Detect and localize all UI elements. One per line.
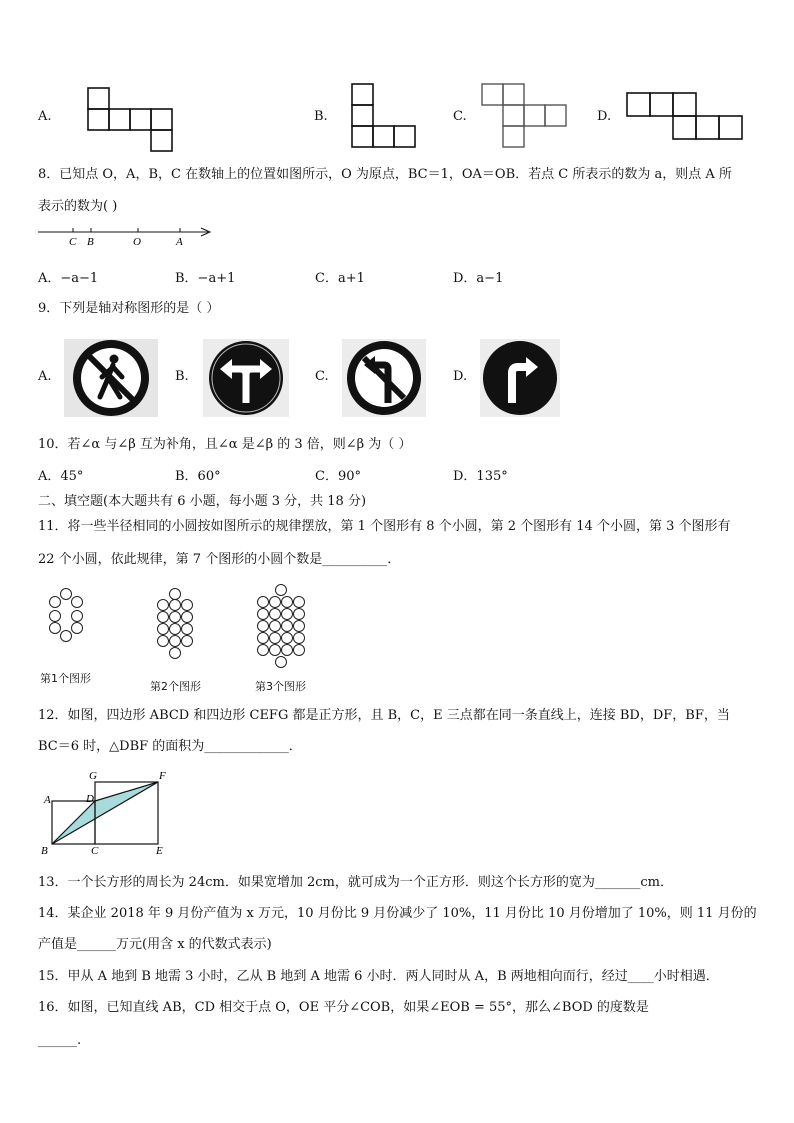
section2-heading: 二、填空题(本大题共有 6 小题，每小题 3 分，共 18 分)	[38, 494, 367, 509]
q8-stem-line2: 表示的数为( )	[38, 199, 118, 214]
label-b: B	[41, 845, 48, 857]
q16-stem-line1: 16．如图，已知直线 AB，CD 相交于点 O，OE 平分∠COB，如果∠EOB = 55°，那么∠BOD 的度数是	[38, 1000, 649, 1015]
q11-figure-1	[46, 588, 86, 648]
q11-caption-3: 第3个图形	[255, 680, 306, 693]
q11-caption-2: 第2个图形	[150, 680, 201, 693]
q12-squares-figure	[38, 768, 172, 858]
no-pedestrian-sign-icon	[64, 339, 158, 417]
q8-number-line	[38, 222, 214, 252]
q12-stem-line1: 12．如图，四边形 ABCD 和四边形 CEFG 都是正方形，且 B，C，E 三点都在同一条直线上，连接 BD，DF，BF，当	[38, 708, 730, 723]
no-left-turn-sign-icon	[342, 339, 426, 417]
q9-option-d-label: D.	[453, 369, 468, 384]
q8-choice-b: B．−a+1	[175, 271, 236, 286]
axis-label-b: B	[87, 236, 94, 248]
label-a: A	[44, 794, 51, 806]
q7-option-a-label: A.	[38, 109, 52, 124]
q10-choice-d: D．135°	[453, 469, 508, 484]
q11-caption-1: 第1个图形	[40, 672, 91, 685]
q10-choice-a: A．45°	[38, 469, 84, 484]
q14-stem-line1: 14．某企业 2018 年 9 月份产值为 x 万元，10 月份比 9 月份减少了 10%，11 月份比 10 月份增加了 10%，则 11 月份的	[38, 906, 757, 921]
q7-net-a	[88, 88, 172, 152]
q7-net-b	[352, 84, 416, 148]
q8-choice-a: A．−a−1	[38, 271, 99, 286]
q9-option-b-label: B.	[175, 369, 189, 384]
axis-label-o: O	[133, 236, 141, 248]
q8-choice-c: C．a+1	[315, 271, 365, 286]
label-f: F	[159, 770, 166, 782]
q7-net-c	[482, 84, 566, 148]
q11-figure-2	[152, 588, 198, 662]
q14-stem-line2: 产值是______万元(用含 x 的代数式表示)	[38, 937, 272, 952]
q8-stem-line1: 8．已知点 O，A，B，C 在数轴上的位置如图所示，O 为原点，BC＝1，OA＝OB．若点 C 所表示的数为 a，则点 A 所	[38, 167, 732, 182]
q13-stem: 13．一个长方形的周长为 24cm．如果宽增加 2cm，就可成为一个正方形．则这个长方形的宽为_______cm．	[38, 875, 673, 890]
turn-left-right-sign-icon	[203, 339, 289, 417]
q9-option-a-label: A.	[38, 369, 52, 384]
q12-stem-line2: BC＝6 时，△DBF 的面积为_____________．	[38, 739, 302, 754]
q8-choice-d: D．a−1	[453, 271, 504, 286]
q15-stem: 15．甲从 A 地到 B 地需 3 小时，乙从 B 地到 A 地需 6 小时．两人同时从 A，B 两地相向而行，经过____小时相遇．	[38, 969, 719, 984]
q7-option-c-label: C.	[453, 109, 467, 124]
label-e: E	[156, 845, 163, 857]
q9-option-c-label: C.	[315, 369, 329, 384]
label-c: C	[91, 845, 99, 857]
q7-option-d-label: D.	[597, 109, 612, 124]
q10-choice-b: B．60°	[175, 469, 221, 484]
axis-label-c: C	[69, 236, 77, 248]
label-d: D	[86, 793, 94, 805]
turn-right-sign-icon	[480, 339, 560, 417]
q11-stem-line2: 22 个小圆，依此规律，第 7 个图形的小圆个数是__________．	[38, 552, 401, 567]
q10-choice-c: C．90°	[315, 469, 361, 484]
q16-stem-line2: ______.	[38, 1033, 82, 1048]
q7-net-d	[627, 93, 743, 141]
label-g: G	[89, 770, 97, 782]
axis-label-a: A	[176, 236, 183, 248]
q9-stem: 9．下列是轴对称图形的是（ ）	[38, 301, 220, 316]
q7-option-b-label: B.	[314, 109, 328, 124]
q10-stem: 10．若∠α 与∠β 互为补角，且∠α 是∠β 的 3 倍，则∠β 为（ ）	[38, 437, 412, 452]
q11-figure-3	[252, 584, 310, 676]
q11-stem-line1: 11．将一些半径相同的小圆按如图所示的规律摆放，第 1 个图形有 8 个小圆，第 2 个图形有 14 个小圆，第 3 个图形有	[38, 519, 731, 534]
